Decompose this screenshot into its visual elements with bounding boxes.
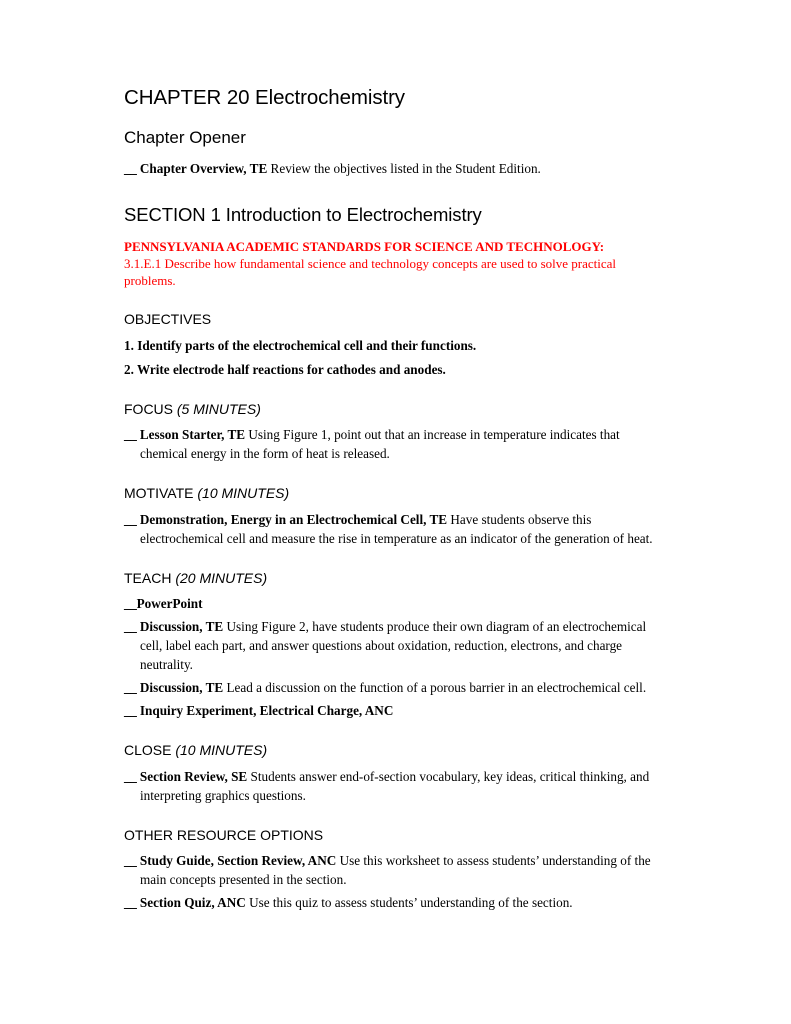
resource-entry bbox=[124, 851, 666, 889]
objectives-list bbox=[124, 336, 666, 379]
entry-body-text: Lead a discussion on the function of a porous barrier in an electrochemical cell. bbox=[223, 680, 647, 696]
resource-entry bbox=[124, 594, 666, 613]
entry-body-text: Students answer end-of-section vocabulary, key ideas, critical thinking, and interpreting graphics questions. bbox=[140, 768, 650, 803]
entry-checkbox-blank: __ bbox=[124, 680, 137, 696]
standards-body: 3.1.E.1 Describe how fundamental science and technology concepts are used to solve practical problems. bbox=[124, 255, 617, 289]
entry-body-text: Use this quiz to assess students’ understanding of the section. bbox=[245, 895, 573, 911]
phase-heading bbox=[124, 485, 666, 503]
entry-lead-label: Inquiry Experiment, Electrical Charge, ANC bbox=[139, 703, 394, 719]
entry-checkbox-blank: __ bbox=[124, 619, 137, 635]
chapter-opener-heading: Chapter Opener bbox=[124, 128, 246, 148]
section-heading: SECTION 1 Introduction to Electrochemistry bbox=[124, 203, 482, 225]
phase-heading bbox=[124, 401, 666, 419]
resource-entry bbox=[124, 617, 666, 674]
entry-checkbox-blank: __ bbox=[124, 511, 137, 527]
entry-checkbox-blank: __ bbox=[124, 703, 137, 719]
entry-body-text: Using Figure 2, have students produce their own diagram of an electrochemical cell, label each part, and answer questions about oxidation, reduction, electrons, and charge neutrality. bbox=[140, 619, 647, 673]
phases-list bbox=[124, 401, 666, 913]
entry-checkbox-blank: __ bbox=[124, 160, 137, 176]
standards-heading: PENNSYLVANIA ACADEMIC STANDARDS FOR SCIENCE AND TECHNOLOGY: bbox=[124, 238, 605, 254]
entry-checkbox-blank: __ bbox=[124, 895, 137, 911]
entry-body-text: Use this worksheet to assess students’ understanding of the main concepts presented in the section. bbox=[140, 853, 651, 888]
phase-name: OTHER RESOURCE OPTIONS bbox=[124, 826, 324, 843]
resource-entry bbox=[124, 701, 666, 720]
phase-duration: (20 MINUTES) bbox=[175, 569, 268, 586]
phase-name: CLOSE bbox=[124, 742, 172, 759]
phase-heading bbox=[124, 570, 666, 588]
phase-name: FOCUS bbox=[124, 400, 173, 417]
objective-number: 1. bbox=[124, 337, 134, 353]
page-title: CHAPTER 20 Electrochemistry bbox=[124, 86, 405, 109]
resource-entry bbox=[124, 425, 666, 463]
entry-lead-label: PowerPoint bbox=[136, 596, 203, 612]
entry-lead-label: Section Review, SE bbox=[139, 768, 248, 784]
phase-duration: (5 MINUTES) bbox=[176, 400, 261, 417]
academic-standards-block bbox=[124, 238, 666, 289]
phase-name: MOTIVATE bbox=[124, 485, 194, 502]
entry-lead-label: Discussion, TE bbox=[139, 680, 224, 696]
objective-item bbox=[124, 336, 666, 355]
document-content bbox=[124, 86, 666, 916]
entry-body-text: Have students observe this electrochemical cell and measure the rise in temperature as an indicator of the generation of heat. bbox=[140, 511, 653, 546]
resource-entry bbox=[124, 510, 666, 548]
entry-lead-label: Chapter Overview, TE bbox=[139, 160, 268, 176]
phase-duration: (10 MINUTES) bbox=[175, 742, 268, 759]
phase-name: TEACH bbox=[124, 569, 172, 586]
phase-duration: (10 MINUTES) bbox=[197, 485, 290, 502]
resource-entry bbox=[124, 678, 666, 697]
entry-lead-label: Study Guide, Section Review, ANC bbox=[139, 853, 337, 869]
entry-checkbox-blank: __ bbox=[124, 427, 137, 443]
objective-number: 2. bbox=[124, 361, 134, 377]
objective-item bbox=[124, 360, 666, 379]
objective-text: Write electrode half reactions for cathodes and anodes. bbox=[133, 361, 446, 377]
objective-text: Identify parts of the electrochemical cell and their functions. bbox=[133, 337, 477, 353]
entry-lead-label: Section Quiz, ANC bbox=[139, 895, 246, 911]
phase-heading bbox=[124, 827, 666, 845]
resource-entry bbox=[124, 767, 666, 805]
entry-checkbox-blank: __ bbox=[124, 768, 137, 784]
entry-lead-label: Discussion, TE bbox=[139, 619, 224, 635]
chapter-overview-entry bbox=[124, 159, 666, 178]
entry-checkbox-blank: __ bbox=[124, 853, 137, 869]
entry-lead-label: Demonstration, Energy in an Electrochemical Cell, TE bbox=[139, 511, 448, 527]
entry-body-text: Using Figure 1, point out that an increase in temperature indicates that chemical energy in the form of heat is released. bbox=[140, 427, 620, 462]
entry-body-text: Review the objectives listed in the Student Edition. bbox=[267, 160, 541, 176]
objectives-label: OBJECTIVES bbox=[124, 311, 212, 328]
entry-checkbox-blank: __ bbox=[124, 596, 137, 612]
entry-lead-label: Lesson Starter, TE bbox=[139, 427, 246, 443]
resource-entry bbox=[124, 893, 666, 912]
phase-heading bbox=[124, 742, 666, 760]
